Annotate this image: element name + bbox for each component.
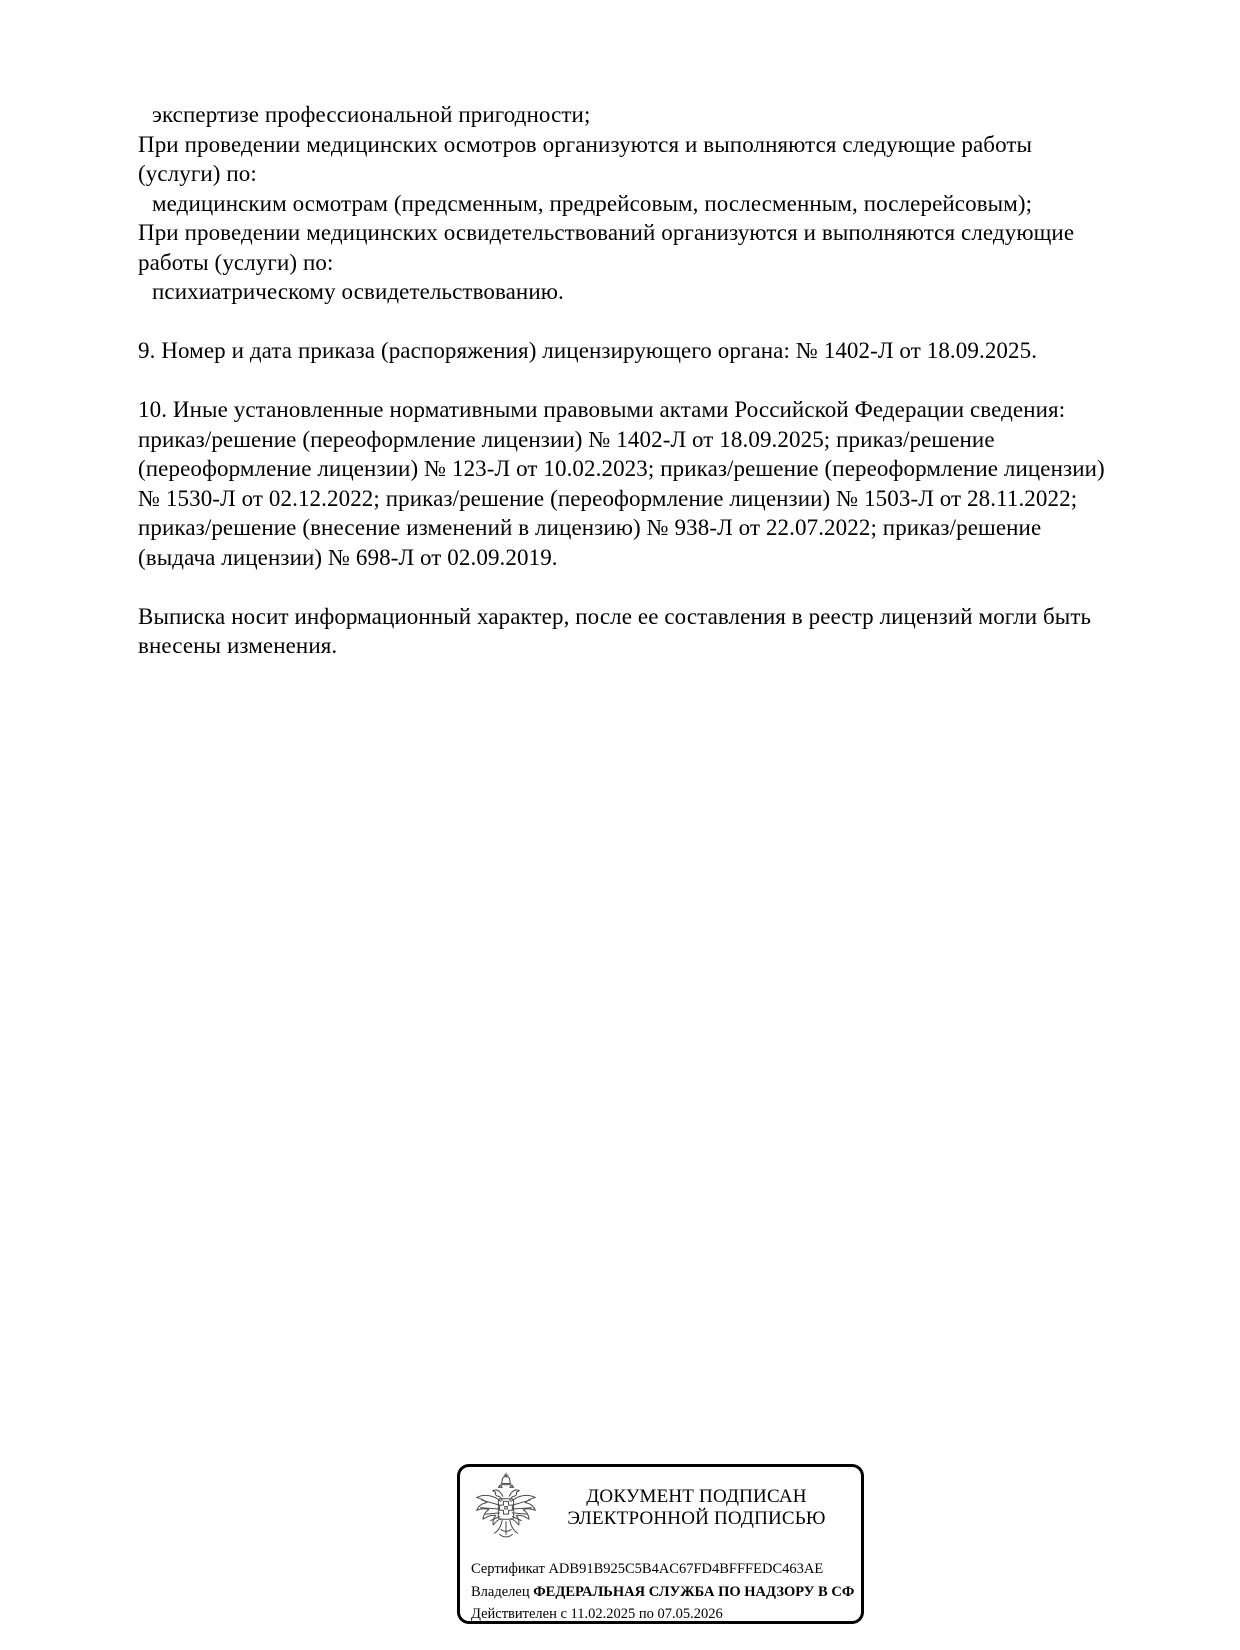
certificate-line xyxy=(471,1558,861,1581)
text-line: приказ/решение (внесение изменений в лицензию) № 938-Л от 22.07.2022; приказ/решение xyxy=(138,515,1042,540)
text-line: № 1530-Л от 02.12.2022; приказ/решение (переоформление лицензии) № 1503-Л от 28.11.2022; xyxy=(138,485,1078,511)
text-line: экспертизе профессиональной пригодности; xyxy=(152,102,591,127)
blank-line xyxy=(138,366,1158,396)
text-line: 9. Номер и дата приказа (распоряжения) лицензирующего органа: № 1402-Л от 18.09.2025. xyxy=(138,338,1038,363)
text-line: (выдача лицензии) № 698-Л от 02.09.2019. xyxy=(138,544,558,570)
text-line: (переоформление лицензии) № 123-Л от 10.02.2023; приказ/решение (переоформление лицензии) xyxy=(138,456,1105,481)
electronic-signature-stamp xyxy=(457,1464,864,1624)
owner-label: Владелец xyxy=(471,1583,530,1600)
validity-line: Действителен с 11.02.2025 по 07.05.2026 xyxy=(471,1606,723,1622)
blank-line xyxy=(138,307,1158,337)
stamp-title-line1: ДОКУМЕНТ ПОДПИСАН xyxy=(586,1486,807,1507)
text-line: Выписка носит информационный характер, после ее составления в реестр лицензий могли быть xyxy=(138,603,1092,629)
text-line: приказ/решение (переоформление лицензии) № 1402-Л от 18.09.2025; приказ/решение xyxy=(138,426,995,452)
stamp-title xyxy=(538,1472,855,1530)
owner-value: ФЕДЕРАЛЬНАЯ СЛУЖБА ПО НАДЗОРУ В СФ xyxy=(533,1583,855,1600)
text-line: медицинским осмотрам (предсменным, предрейсовым, послесменным, послерейсовым); xyxy=(152,190,1033,216)
stamp-header xyxy=(460,1467,861,1554)
owner-line xyxy=(471,1581,861,1604)
stamp-details xyxy=(460,1554,861,1624)
double-headed-eagle-emblem-icon xyxy=(474,1472,538,1546)
stamp-title-line2: ЭЛЕКТРОННОЙ ПОДПИСЬЮ xyxy=(567,1508,826,1529)
blank-line xyxy=(138,572,1158,602)
text-line: При проведении медицинских осмотров организуются и выполняются следующие работы xyxy=(138,131,1033,157)
text-line: 10. Иные установленные нормативными правовыми актами Российской Федерации сведения: xyxy=(138,397,1066,422)
text-line: психиатрическому освидетельствованию. xyxy=(152,279,564,304)
text-line: (услуги) по: xyxy=(138,161,257,186)
text-line: При проведении медицинских освидетельствований организуются и выполняются следующие xyxy=(138,220,1075,245)
text-line: работы (услуги) по: xyxy=(138,249,334,275)
certificate-value: ADB91B925C5B4AC67FD4BFFFEDC463AE xyxy=(548,1561,824,1577)
document-body-text xyxy=(138,100,1158,661)
certificate-label: Сертификат xyxy=(471,1561,545,1577)
text-line: внесены изменения. xyxy=(138,633,338,658)
